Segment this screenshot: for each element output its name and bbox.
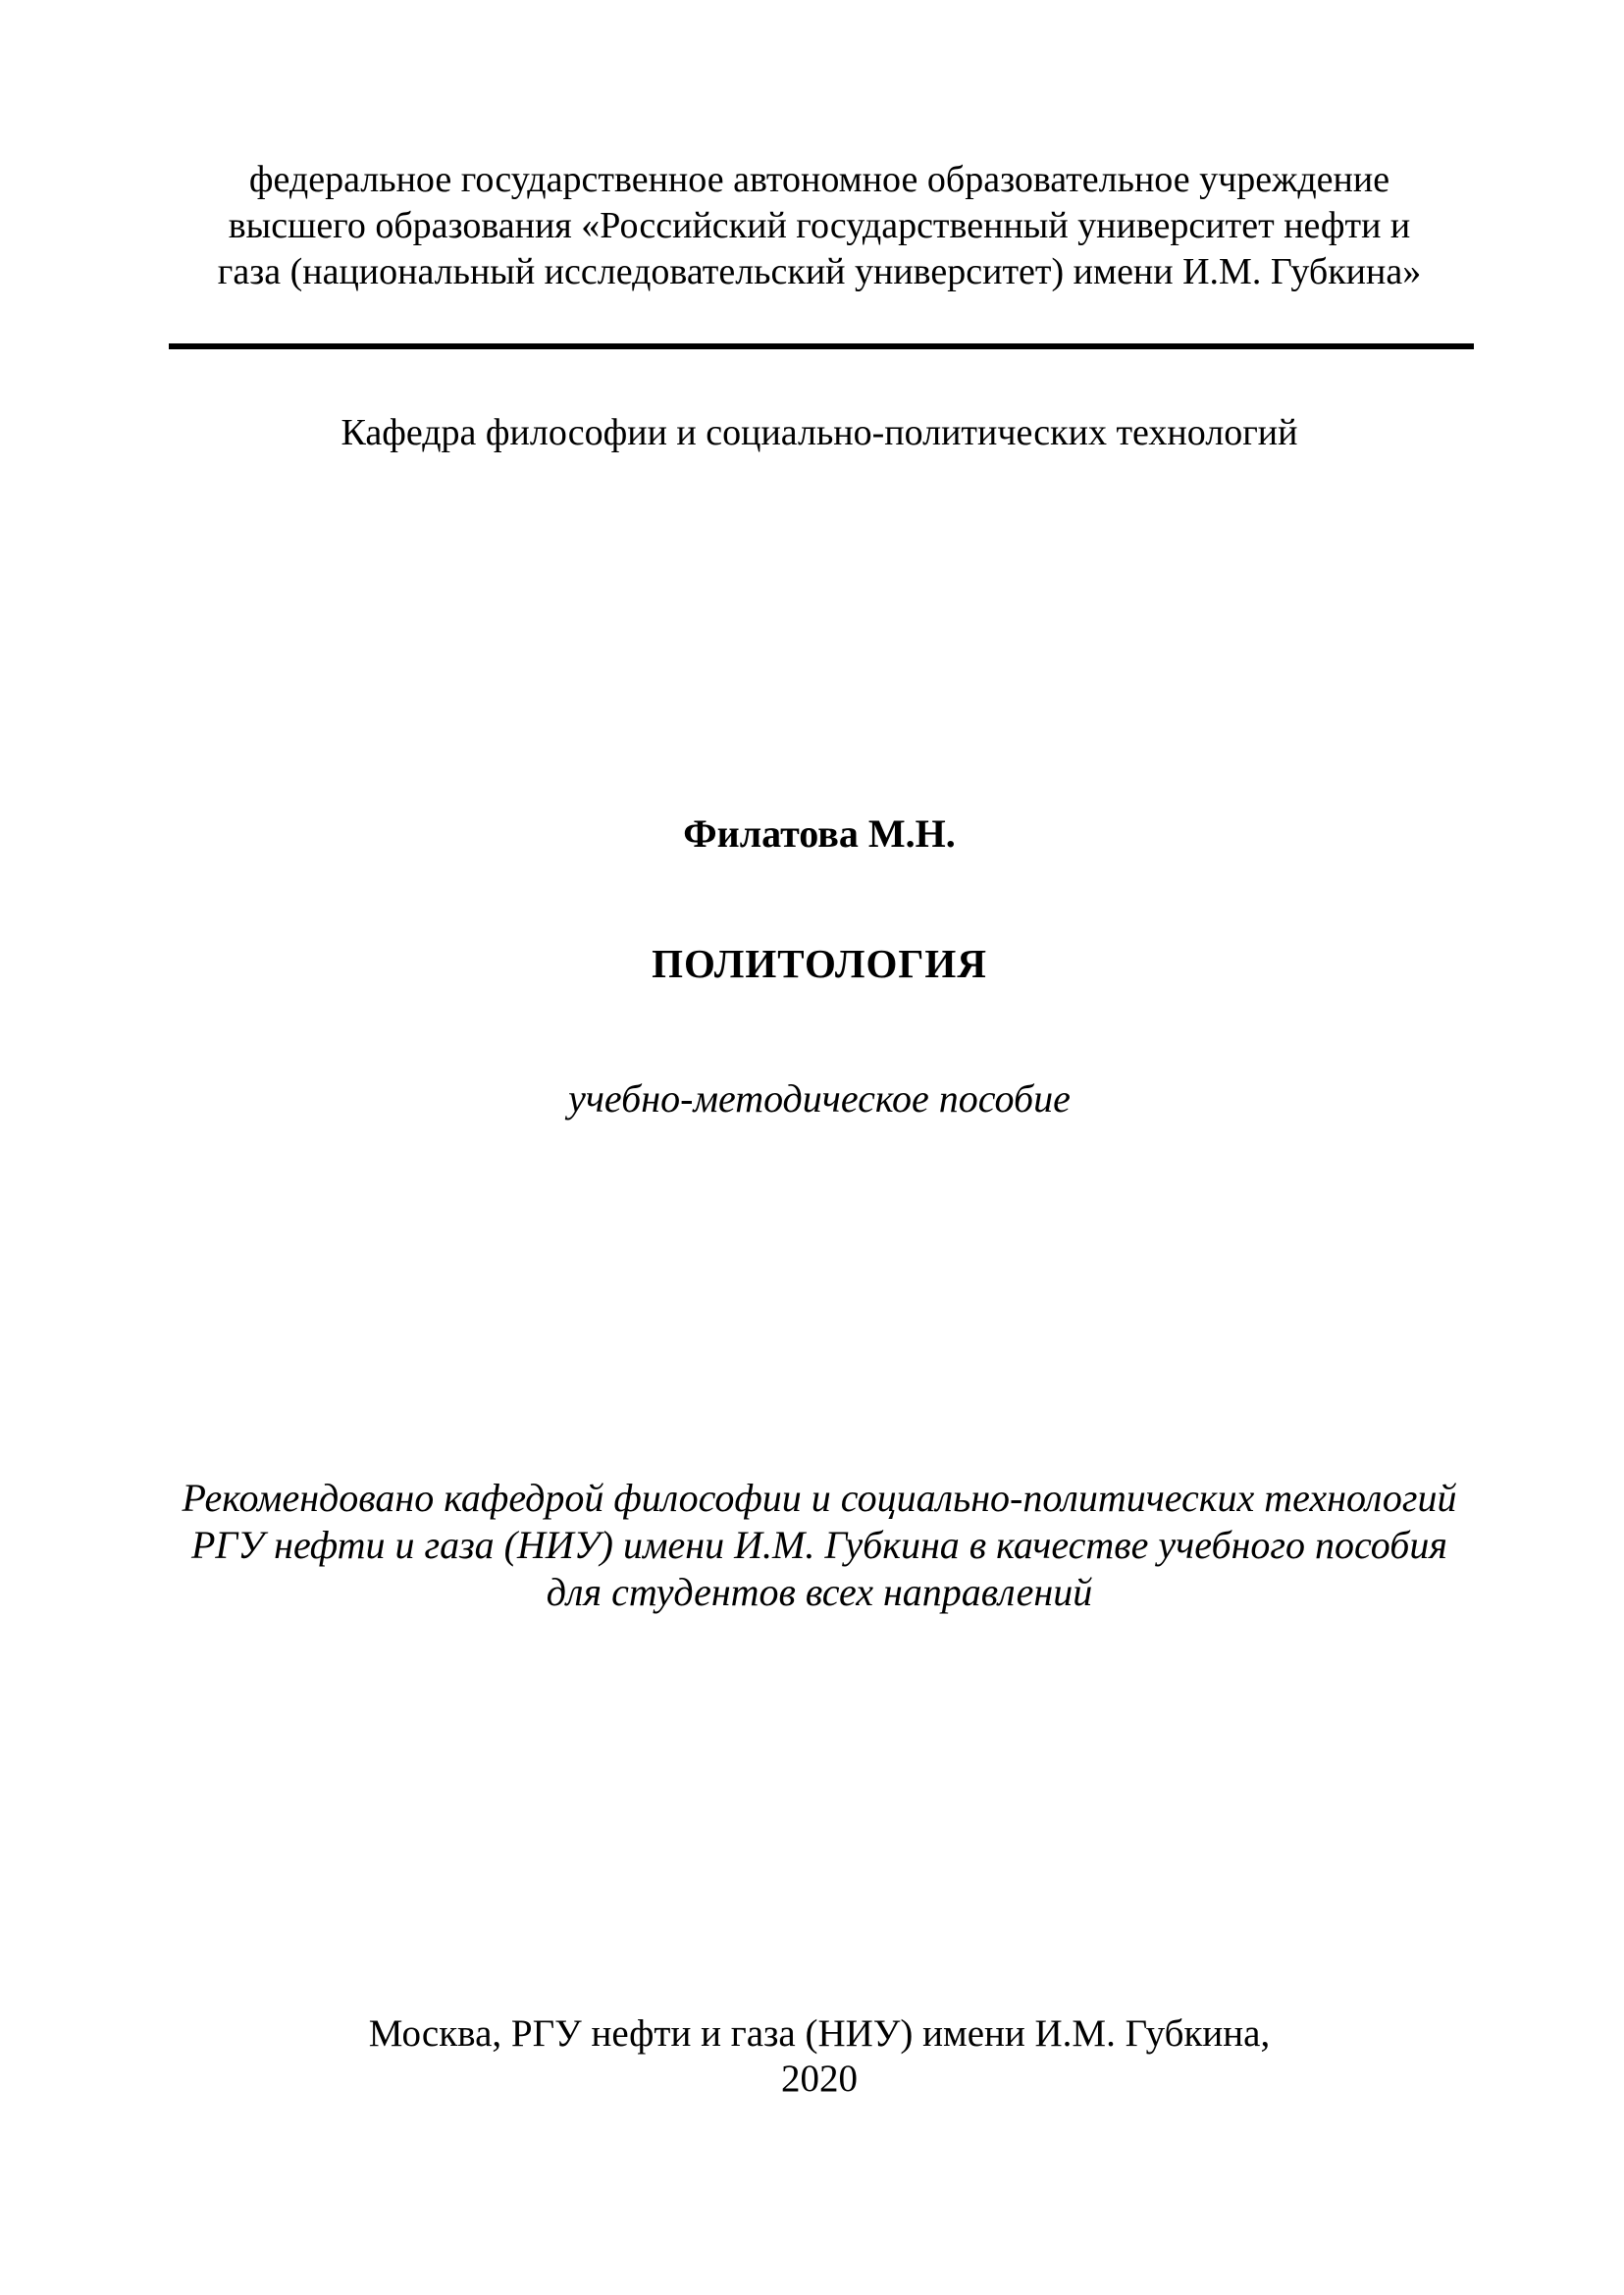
book-title: ПОЛИТОЛОГИЯ xyxy=(652,941,987,986)
subtitle: учебно-методическое пособие xyxy=(568,1076,1071,1121)
imprint-city-line: Москва, РГУ нефти и газа (НИУ) имени И.М. Губкина, xyxy=(368,2012,1271,2055)
horizontal-rule xyxy=(169,343,1474,349)
institution-name xyxy=(167,157,1472,295)
department-name: Кафедра философии и социально-политических технологий xyxy=(341,412,1298,453)
institution-line: газа (национальный исследовательский университет) имени И.М. Губкина» xyxy=(217,251,1422,292)
institution-line: высшего образования «Российский государственный университет нефти и xyxy=(228,205,1411,246)
imprint xyxy=(167,2011,1472,2102)
recommendation-line: РГУ нефти и газа (НИУ) имени И.М. Губкина в качестве учебного пособия xyxy=(191,1523,1447,1567)
author-name: Филатова М.Н. xyxy=(683,811,956,856)
institution-line: федеральное государственное автономное образовательное учреждение xyxy=(248,159,1390,200)
recommendation-line: для студентов всех направлений xyxy=(546,1570,1093,1614)
recommendation-line: Рекомендовано кафедрой философии и социально-политических технологий xyxy=(182,1476,1457,1520)
recommendation-note xyxy=(167,1475,1472,1616)
imprint-year: 2020 xyxy=(781,2058,858,2100)
